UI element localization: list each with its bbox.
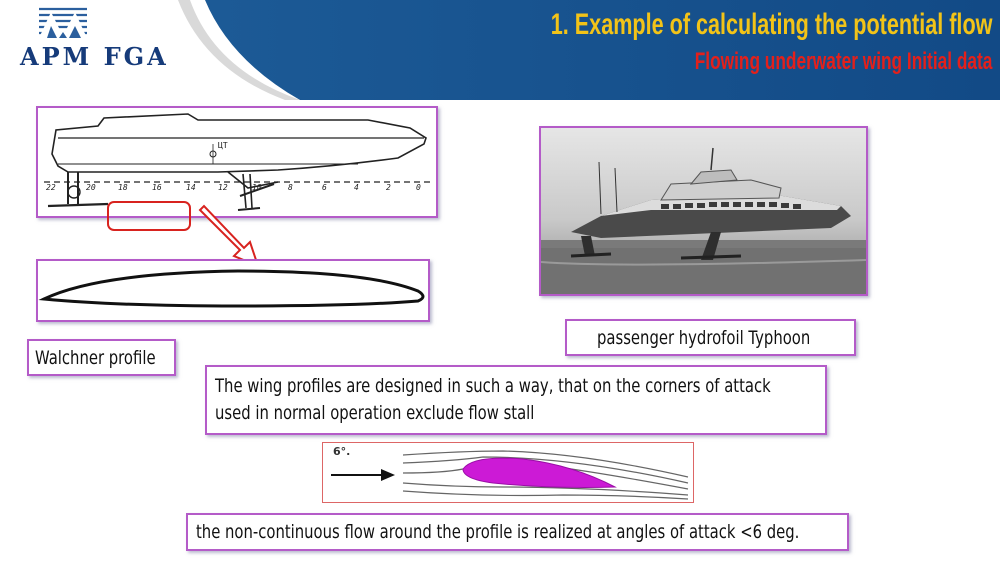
scale-number: 22	[46, 183, 56, 192]
scale-number: 2	[386, 183, 391, 192]
walchner-profile-label: Walchner profile	[27, 339, 176, 376]
scale-number: 8	[288, 183, 293, 192]
hydrofoil-photo-frame	[539, 126, 868, 296]
design-note-line: The wing profiles are designed in such a way, that on the corners of attack	[215, 375, 771, 397]
cg-label: ЦТ	[218, 141, 228, 150]
scale-number: 6	[322, 183, 327, 192]
logo-text: APM FGA	[20, 42, 169, 71]
page-title: 1. Example of calculating the potential flow	[550, 8, 992, 41]
scale-number: 12	[218, 183, 228, 192]
flow-diagram	[323, 443, 693, 502]
hydrofoil-caption: passenger hydrofoil Typhoon	[565, 319, 856, 356]
scale-number: 20	[86, 183, 96, 192]
scale-number: 14	[186, 183, 196, 192]
scale-number: 16	[152, 183, 162, 192]
angle-label: 6°.	[333, 445, 351, 458]
flow-diagram-frame	[322, 442, 694, 503]
walchner-profile-frame	[36, 259, 430, 322]
scale-number: 18	[118, 183, 128, 192]
page-subtitle: Flowing underwater wing Initial data	[694, 48, 992, 75]
design-note-line: used in normal operation exclude flow stall	[215, 402, 535, 424]
logo-mark-icon	[37, 6, 89, 40]
scale-number: 4	[354, 183, 359, 192]
design-note	[205, 365, 827, 435]
hydrofoil-photo	[541, 128, 866, 294]
scale-number: 0	[416, 183, 421, 192]
scale-number: 10	[252, 183, 262, 192]
walchner-profile-shape	[38, 261, 428, 320]
bottom-note: the non-continuous flow around the profile is realized at angles of attack <6 deg.	[186, 513, 849, 551]
